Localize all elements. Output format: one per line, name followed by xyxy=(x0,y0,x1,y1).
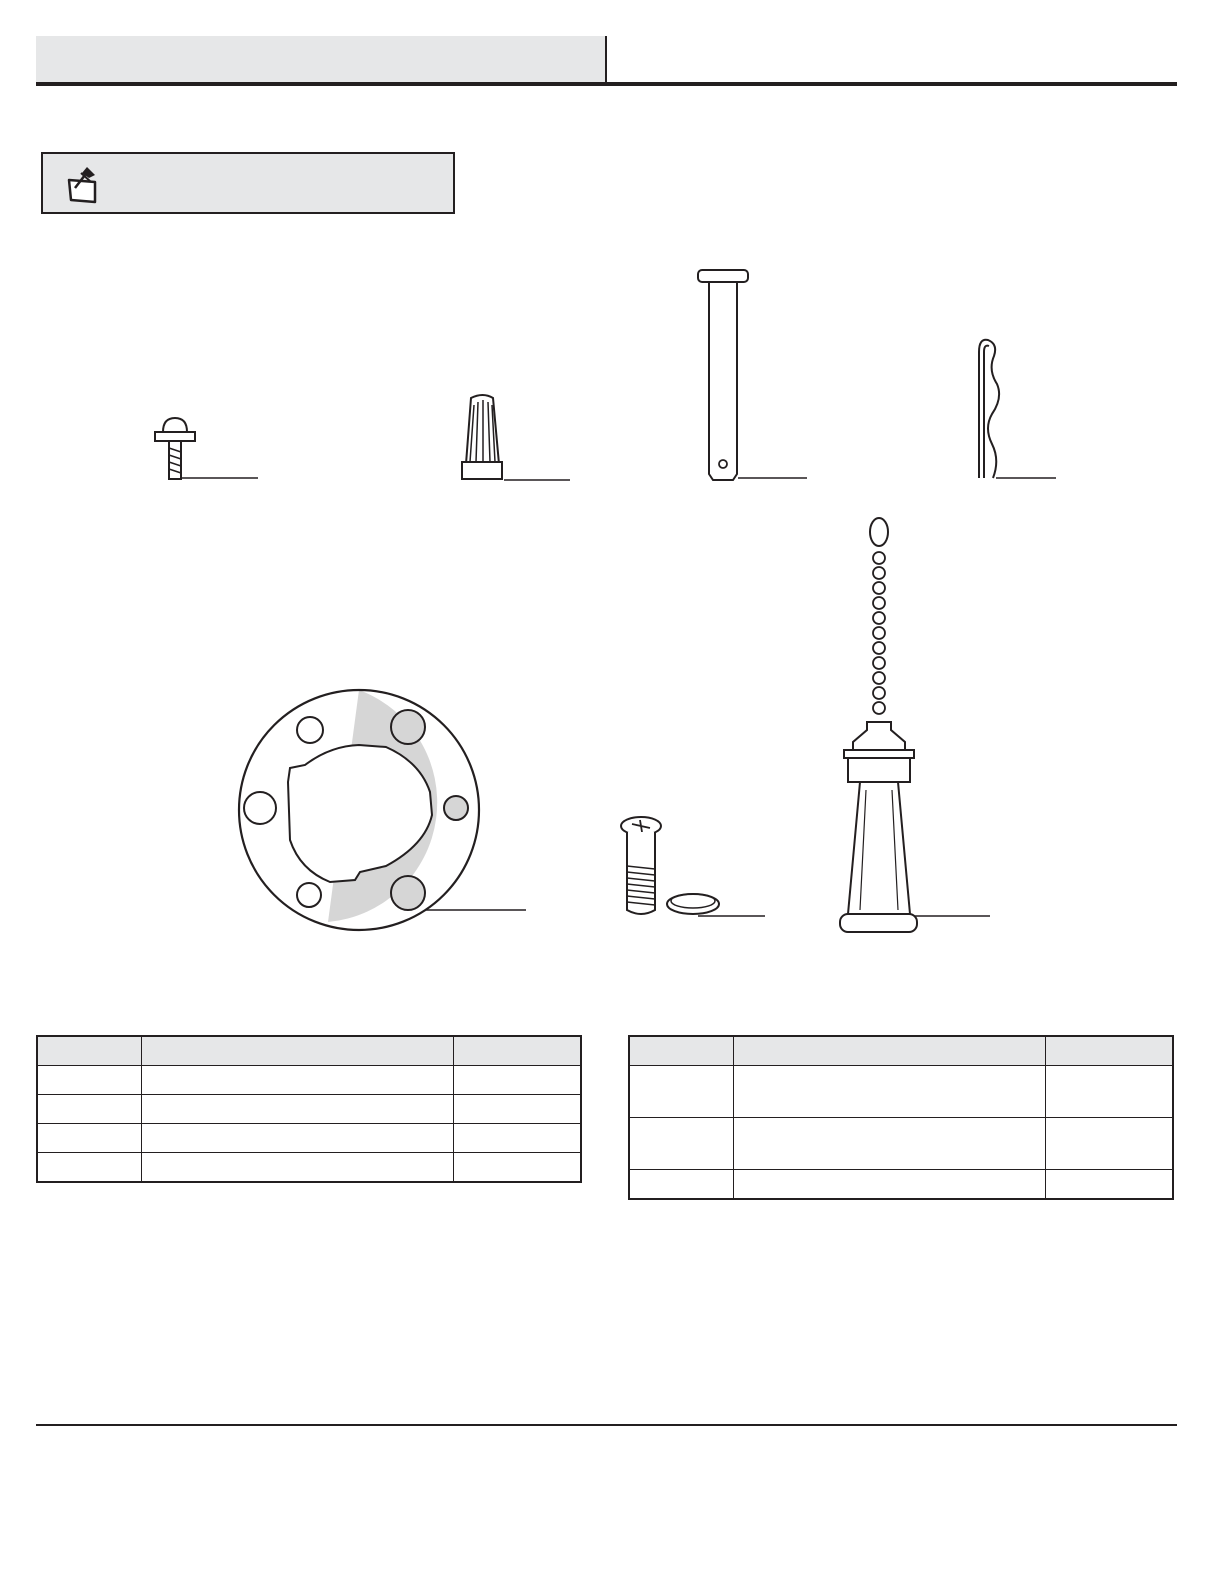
table-row xyxy=(37,1066,581,1095)
table-cell xyxy=(1046,1170,1174,1200)
table-cell xyxy=(37,1095,142,1124)
table-row xyxy=(37,1124,581,1153)
table-row xyxy=(629,1118,1173,1170)
table-cell xyxy=(142,1095,454,1124)
hairpin-clip-icon xyxy=(979,340,1056,478)
table-cell xyxy=(37,1066,142,1095)
table-header-row xyxy=(37,1036,581,1066)
table-cell xyxy=(454,1066,582,1095)
table-cell xyxy=(629,1118,734,1170)
table-cell xyxy=(629,1170,734,1200)
table-cell xyxy=(454,1153,582,1183)
table-row xyxy=(37,1153,581,1183)
screw-and-ring-icon xyxy=(621,817,765,916)
flywheel-icon xyxy=(239,690,526,930)
table-cell xyxy=(142,1124,454,1153)
column-header xyxy=(1046,1036,1174,1066)
table-row xyxy=(629,1066,1173,1118)
column-header xyxy=(629,1036,734,1066)
wire-nut-icon xyxy=(462,395,570,480)
pull-chain-icon xyxy=(840,518,990,932)
column-header xyxy=(734,1036,1046,1066)
footer-rule xyxy=(36,1424,1177,1426)
column-header xyxy=(142,1036,454,1066)
parts-table-left xyxy=(36,1035,582,1183)
column-header xyxy=(454,1036,582,1066)
parts-table-right xyxy=(628,1035,1174,1200)
table-cell xyxy=(734,1170,1046,1200)
column-header xyxy=(37,1036,142,1066)
table-cell xyxy=(454,1095,582,1124)
table-cell xyxy=(37,1124,142,1153)
screw-icon xyxy=(155,418,258,479)
table-header-row xyxy=(629,1036,1173,1066)
table-cell xyxy=(734,1066,1046,1118)
table-cell xyxy=(142,1066,454,1095)
table-cell xyxy=(734,1118,1046,1170)
table-cell xyxy=(142,1153,454,1183)
table-cell xyxy=(1046,1066,1174,1118)
table-row xyxy=(37,1095,581,1124)
table-cell xyxy=(37,1153,142,1183)
table-cell xyxy=(454,1124,582,1153)
table-row xyxy=(629,1170,1173,1200)
table-cell xyxy=(1046,1118,1174,1170)
clevis-pin-icon xyxy=(698,270,807,480)
table-cell xyxy=(629,1066,734,1118)
